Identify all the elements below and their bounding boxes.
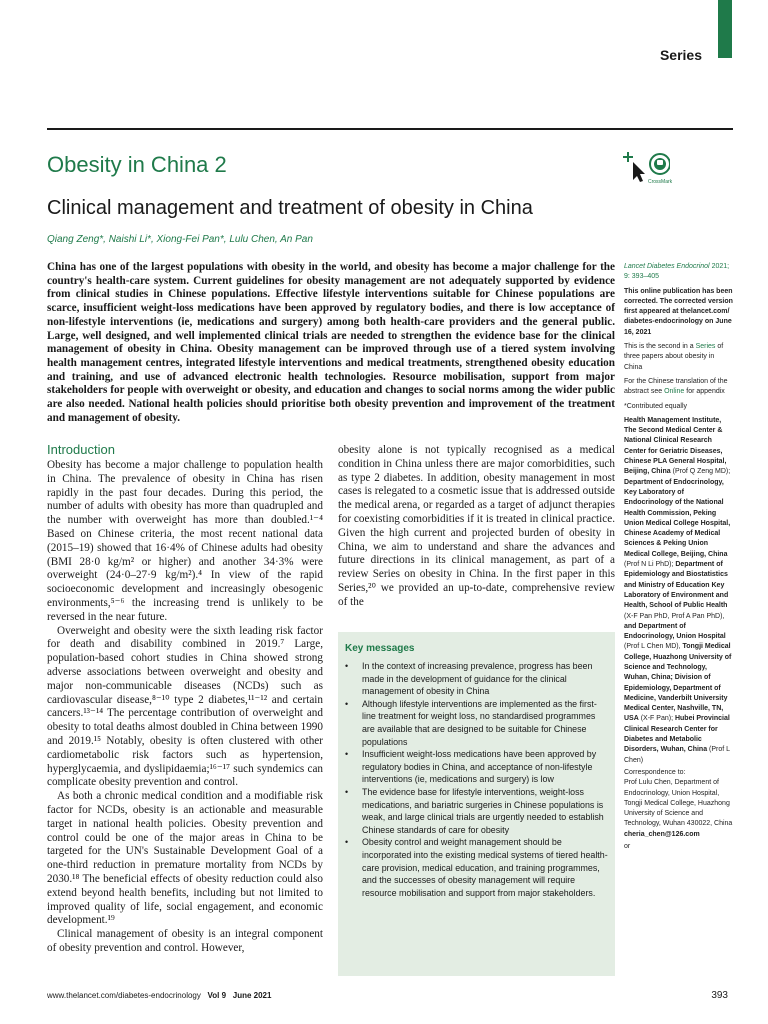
page-footer [47, 991, 271, 1000]
correspondence [624, 768, 734, 840]
correspondence-email[interactable]: cheria_chen@126.com [624, 830, 700, 838]
paragraph: Clinical management of obesity is an integral component of obesity prevention and control. However, [47, 928, 323, 954]
translation-note-suffix: for appendix [684, 388, 725, 396]
translation-note [624, 377, 734, 398]
citation [624, 262, 734, 283]
paragraph: As both a chronic medical condition and a modifiable risk factor for NCDs, obesity is an actionable and measurable target in national health policies. Obesity prevention and control could be one of the major areas in China to be targeted for the UN's Sustainable Development Goal of a one-third reduction in premature mortality from NCDs by 2030.¹⁸ The beneficial effects of obesity reduction could also extend beyond health benefits, including but not limited to improved quality of life, social engagement, and economic development.¹⁹ [47, 790, 323, 927]
affiliations [624, 416, 734, 766]
series-label: Series [659, 47, 702, 63]
paragraph: obesity alone is not typically recognised as a medical condition in China unless there are major comorbidities, such as type 2 diabetes. In addition, obesity management in most cases is relegated to a cosmetic issue that is addressed outside the medical arena, or regarded as a target of adjunct therapies for coexisting comorbidities if it is treated in clinical practice. Given the high current and projected burden of obesity in China, we aim to understand and share the advances and future directions in its clinical management, as part of a review Series on obesity in China. In the first paper in this Series,²⁰ we provided an up-to-date, comprehensive review of the [338, 444, 615, 608]
affiliation-name: Department of Epidemiology and Biostatistics and Ministry of Education Key Laboratory of Environment and Health, School of Public Health [624, 561, 729, 610]
series-note-suffix: of three papers about obesity in China [624, 343, 724, 371]
affiliation-note: (Prof N Li PhD); [624, 561, 674, 569]
affiliation-name: Department of Endocrinology, Key Laboratory of Endocrinology of the National Health Commission, Peking Union Medical College Hospital, Chinese Academy of Medical Sciences & Peking Union Medical College, Beijing, China [624, 478, 731, 558]
key-messages-title: Key messages [345, 643, 415, 654]
series-note [624, 342, 734, 373]
key-message-item: • Although lifestyle interventions are implemented as the first-line treatment for weight loss, no standardised programmes are available that are designed to be suitable for Chinese populations [345, 698, 609, 748]
affiliation-note: (Prof L Chen MD), [624, 643, 681, 651]
online-link[interactable]: Online [664, 388, 685, 396]
affiliation-name: Health Management Institute, The Second Medical Center & National Clinical Research Center for Geriatric Diseases, Chinese PLA General Hospital, Beijing, China [624, 416, 727, 476]
paragraph: Overweight and obesity were the sixth leading risk factor for death and disability combined in 2019.⁷ Large, population-based cohort studies in China showed strong adverse associations between overweight and obesity and major non-communicable diseases (NCDs) such as cardiovascular disease,⁸⁻¹⁰ type 2 diabetes,¹¹⁻¹² and certain cancers.¹³⁻¹⁴ The percentage contribution of overweight and obesity to total deaths almost doubled in China between 1990 and 2019.¹⁵ Notably, obesity is often clustered with other cardiometabolic risk factors such as hypertension, hyperglycaemia, and dyslipidaemia;¹⁶⁻¹⁷ such syndemics can complicate obesity prevention and control. [47, 624, 323, 789]
journal-name: Lancet Diabetes Endocrinol [624, 263, 710, 270]
author-list: Qiang Zeng*, Naishi Li*, Xiong-Fei Pan*, Lulu Chen, An Pan [47, 234, 313, 245]
key-message-item: • Obesity control and weight management should be incorporated into the existing medical systems of tiered health-care provision, medical education, and training programmes, and the successes of obesity management will require resource mobilisation and support from major stakeholders. [345, 836, 609, 899]
footer-date: June 2021 [232, 991, 272, 1000]
affiliation-name: and Department of Endocrinology, Union Hospital [624, 622, 726, 641]
citation-details: 2021; 9: 393–405 [624, 263, 730, 281]
left-column-text [47, 459, 323, 956]
series-link[interactable]: Series [695, 343, 716, 351]
key-message-item: • Insufficient weight-loss medications have been approved by regulatory bodies in China, and acceptance of non-lifestyle interventions (ie, medications and surgery) is low [345, 748, 609, 786]
page-number: 393 [711, 990, 728, 1001]
correspondence-label: Correspondence to: [624, 768, 686, 776]
affiliation-note: (Prof L Chen) [624, 746, 730, 764]
affiliation-note: (X-F Pan PhD, Prof A Pan PhD), [624, 612, 725, 620]
footer-volume: Vol 9 [207, 991, 227, 1000]
translation-note-prefix: For the Chinese translation of the abstract see [624, 377, 728, 396]
series-note-prefix: This is the second in a [624, 343, 696, 351]
paragraph: Obesity has become a major challenge to population health in China. The prevalence of obesity in China has risen rapidly in the past four decades. During this period, the number of adults with obesity has more than quadrupled and the number with overweight has more than doubled.¹⁻⁴ Based on Chinese criteria, the most recent national data (2015–19) showed that 16·4% of Chinese adults had obesity (BMI 28·0 kg/m² or higher) and another 34·3% were overweight (24·0–27·9 kg/m²).⁴ In view of the rapid socioeconomic development and increasingly obesogenic environments,⁵⁻⁶ the increasing trend is unlikely to be reversed in the near future. [47, 459, 323, 623]
introduction-heading: Introduction [47, 442, 115, 457]
affiliation-note: (X-F Pan); [638, 715, 674, 723]
affiliation-name: Hubei Provincial Clinical Research Center for Diabetes and Metabolic Disorders, Wuhan, China [624, 715, 730, 754]
key-messages-list [345, 660, 609, 899]
affiliation-note: (Prof Q Zeng MD); [670, 468, 731, 476]
correspondence-address: Prof Lulu Chen, Department of Endocrinology, Union Hospital, Tongji Medical College, Huazhong University of Science and Technology, Wuhan 430022, China [624, 779, 733, 828]
crossmark-label: CrossMark [648, 179, 673, 185]
or-text: or [624, 843, 631, 851]
middle-column-text [338, 444, 615, 610]
key-message-item: • The evidence base for lifestyle interventions, weight-loss medications, and bariatric surgeries in Chinese populations is weak, and large clinical trials are urgently needed to establish Chinese standards of care for obesity [345, 786, 609, 836]
series-title: Obesity in China 2 [47, 152, 227, 177]
footer-url[interactable]: www.thelancet.com/diabetes-endocrinology [47, 991, 201, 1000]
crossmark-icon [622, 150, 673, 192]
crossmark-button[interactable] [622, 150, 673, 192]
key-message-item: • In the context of increasing prevalence, progress has been made in the development of guidance for the clinical management of obesity in China [345, 660, 609, 698]
header-rule [47, 128, 733, 130]
abstract: China has one of the largest populations with obesity in the world, and obesity has become a major challenge for the country's health-care system. Current guidelines for obesity management are not adequately supported by evidence from clinical studies in Chinese populations. Effective lifestyle interventions suitable for Chinese populations are scarce, insufficient weight-loss medications have been approved by regulatory bodies, and there is low acceptance of non-lifestyle interventions (ie, medications and surgery) among both health-care providers and the general public. Large, well designed, and well implemented clinical trials are needed to strengthen the evidence base for the clinical management of obesity in China. Obesity management can be improved through use of a tiered system involving health management centres, integrated lifestyle interventions and medical treatments, strengthened obesity education and training, and use of advanced electronic health technologies. Resource mobilisation, support from major stakeholders for people with overweight or obesity, and education and changes to social norms among the wider public are also needed. National health policies should prioritise both obesity prevention and improvement of the treatment and management of obesity. [47, 261, 615, 424]
affiliation-name: Tongji Medical College, Huazhong University of Science and Technology, Wuhan, China; Division of Epidemiology, Department of Medicine, Vanderbilt University Medical Center, Nashville, TN, USA [624, 643, 732, 723]
article-sidebar [624, 262, 734, 856]
series-color-bar [718, 0, 732, 58]
article-title: Clinical management and treatment of obesity in China [47, 197, 533, 219]
contributed-note: *Contributed equally [624, 402, 688, 410]
publication-note: This online publication has been corrected. The corrected version first appeared at thelancet.com/ diabetes-endocrinology on June 16, 2021 [624, 287, 733, 336]
